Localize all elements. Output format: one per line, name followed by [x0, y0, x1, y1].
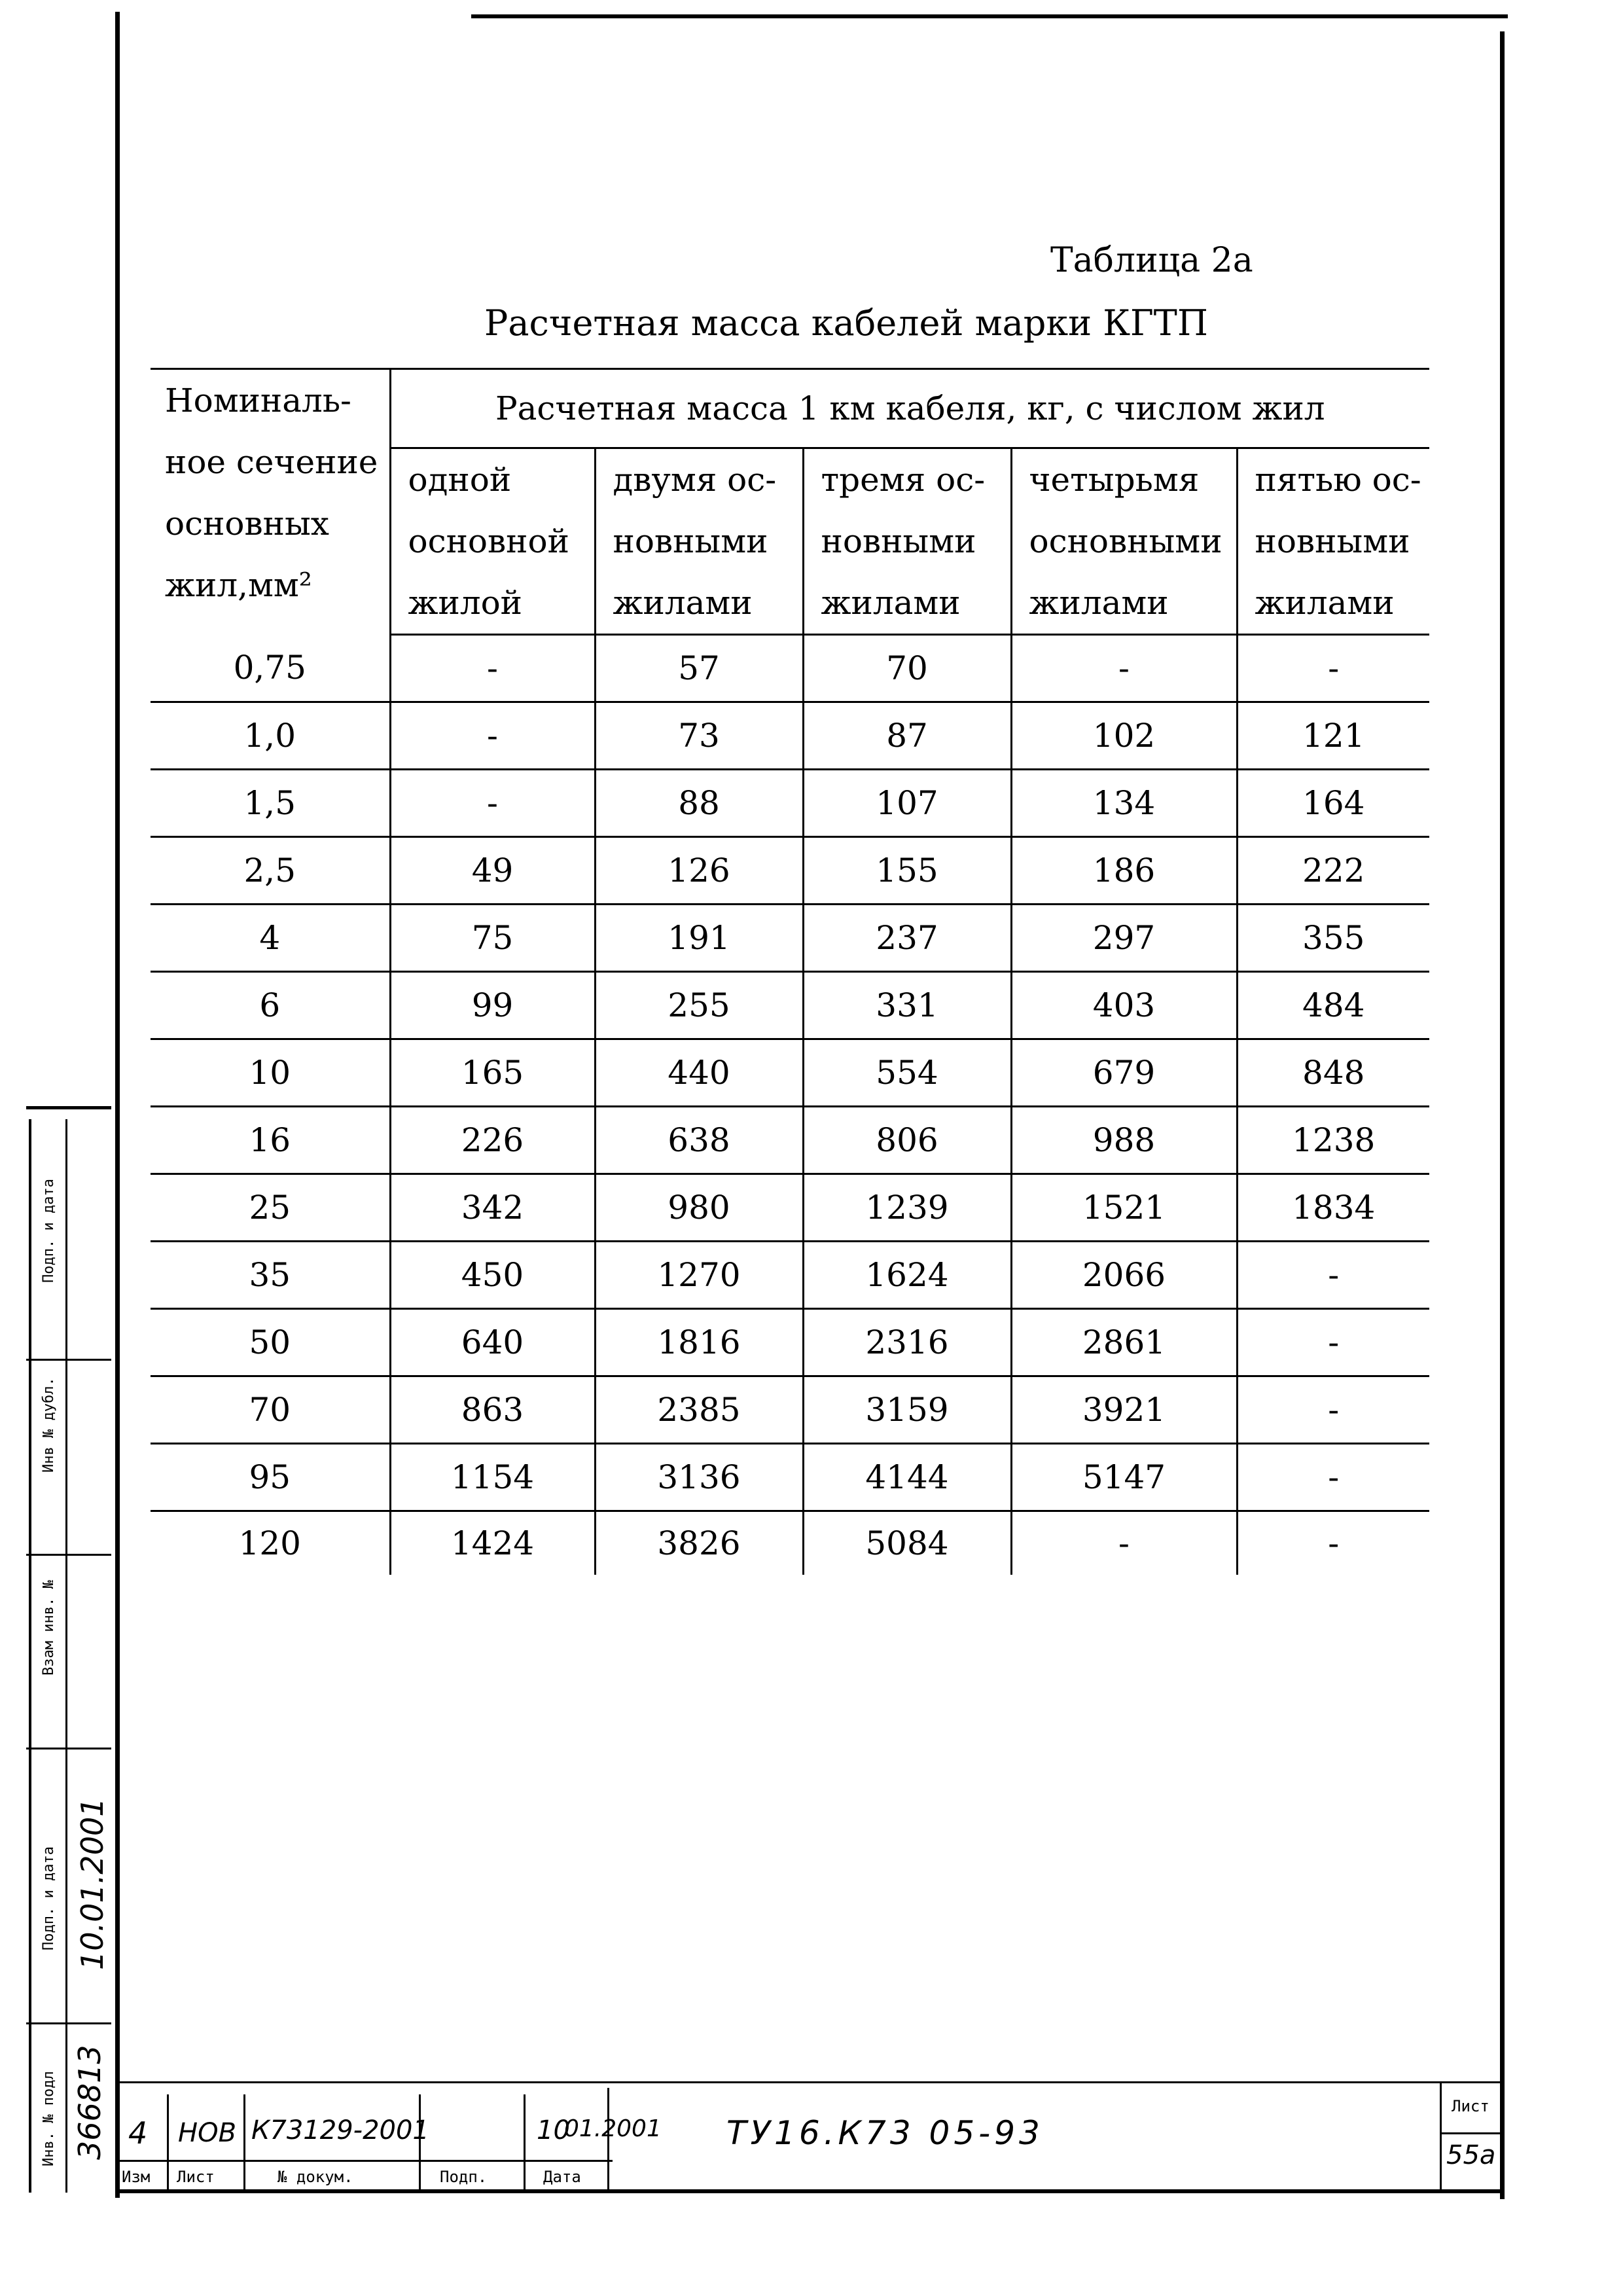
- side-stamp-divider-3: [26, 1748, 111, 1749]
- stamp-label-doc-number: № докум.: [277, 2168, 353, 2186]
- cell-mass-value: 806: [803, 1107, 1011, 1174]
- cell-cross-section: 120: [238, 1524, 301, 1562]
- cell-mass-value: 87: [803, 702, 1011, 770]
- cell-mass-value: 355: [1237, 905, 1429, 972]
- cell-mass-value: 102: [1011, 702, 1237, 770]
- cell-mass-value: 2066: [1011, 1242, 1237, 1309]
- cell-mass-value: 1238: [1237, 1107, 1429, 1174]
- cell-cross-section: 1,5: [151, 770, 390, 837]
- side-label-sign-date-2: Подп. и дата: [41, 1846, 57, 1950]
- stamp-top-line: [115, 2081, 1503, 2083]
- cell-mass-value: 186: [1011, 837, 1237, 905]
- side-stamp-divider-1: [26, 1359, 111, 1361]
- cell-mass-value: -: [1237, 1309, 1429, 1376]
- frame-bottom-border: [115, 2189, 1503, 2193]
- table-body: [151, 635, 1429, 1575]
- cell-mass-value: 988: [1011, 1107, 1237, 1174]
- stamp-col-sheet: [1440, 2081, 1442, 2191]
- cell-mass-value: 1624: [803, 1242, 1011, 1309]
- cell-mass-value: 70: [803, 635, 1011, 702]
- header-cross-section: Номиналь- ное сечение основных жил,мм²: [151, 369, 390, 635]
- cable-mass-table: [151, 368, 1429, 1575]
- cell-mass-value: 99: [390, 972, 595, 1039]
- cell-cross-section: 2,5: [151, 837, 390, 905]
- stamp-sheet-label: Лист: [1452, 2097, 1489, 2115]
- cell-mass-value: -: [1237, 635, 1429, 702]
- cell-mass-value: 2861: [1011, 1309, 1237, 1376]
- cell-mass-value: 3136: [595, 1444, 803, 1511]
- cell-mass-value: 222: [1237, 837, 1429, 905]
- stamp-col-1: [167, 2094, 169, 2191]
- cell-mass-value: -: [1011, 1511, 1237, 1575]
- side-stamp-line-1: [29, 1119, 31, 2193]
- cell-mass-value: 1521: [1011, 1174, 1237, 1242]
- cell-mass-value: 165: [390, 1039, 595, 1107]
- table-row: [151, 635, 1429, 702]
- cell-mass-value: 450: [390, 1242, 595, 1309]
- cell-mass-value: 863: [390, 1376, 595, 1444]
- cell-cross-section: 70: [151, 1376, 390, 1444]
- side-label-dup-inv: Инв № дубл.: [41, 1377, 57, 1473]
- side-label-orig-inv: Инв. № подл: [41, 2071, 57, 2166]
- side-label-sign-date-1: Подп. и дата: [41, 1179, 57, 1283]
- cell-mass-value: 237: [803, 905, 1011, 972]
- header-group-mass: Расчетная масса 1 км кабеля, кг, с числом жил: [390, 369, 1429, 448]
- cell-mass-value: 155: [803, 837, 1011, 905]
- header-four-cores: четырьмя основными жилами: [1011, 448, 1237, 635]
- cell-mass-value: 1834: [1237, 1174, 1429, 1242]
- cell-mass-value: 164: [1237, 770, 1429, 837]
- cell-mass-value: 3921: [1011, 1376, 1237, 1444]
- table-title: Расчетная масса кабелей марки КГТП: [484, 302, 1208, 344]
- cell-mass-value: 4144: [803, 1444, 1011, 1511]
- cell-mass-value: 1154: [390, 1444, 595, 1511]
- cell-mass-value: 640: [390, 1309, 595, 1376]
- cell-mass-value: 3826: [595, 1511, 803, 1575]
- table-row: [151, 905, 1429, 972]
- stamp-doc-number-value: К73129-2001: [251, 2115, 429, 2145]
- cell-mass-value: 342: [390, 1174, 595, 1242]
- table-row: [151, 1511, 1429, 1575]
- cell-mass-value: 403: [1011, 972, 1237, 1039]
- cell-mass-value: 440: [595, 1039, 803, 1107]
- table-row: [151, 1039, 1429, 1107]
- stamp-document-code: ТУ16.К73 05-93: [726, 2114, 1044, 2152]
- cell-mass-value: -: [390, 635, 595, 702]
- cell-cross-section: 0,75: [151, 635, 390, 702]
- cell-mass-value: 848: [1237, 1039, 1429, 1107]
- side-label-replace-inv: Взам инв. №: [41, 1580, 57, 1676]
- cell-cross-section: 16: [151, 1107, 390, 1174]
- stamp-sheet-number: 55а: [1446, 2140, 1496, 2170]
- stamp-label-change: Изм: [122, 2168, 151, 2186]
- stamp-change-value: 4: [128, 2115, 148, 2151]
- cell-mass-value: -: [1237, 1511, 1429, 1575]
- cell-mass-value: 49: [390, 837, 595, 905]
- stamp-col-2: [243, 2094, 245, 2191]
- table-row: [151, 1309, 1429, 1376]
- stamp-date-value: 01.2001: [564, 2115, 662, 2142]
- cell-mass-value: 226: [390, 1107, 595, 1174]
- table-row: [151, 1242, 1429, 1309]
- cell-cross-section: 1,0: [151, 702, 390, 770]
- cell-mass-value: -: [1237, 1376, 1429, 1444]
- frame-top-border: [471, 14, 1508, 18]
- cell-mass-value: 1424: [390, 1511, 595, 1575]
- cell-cross-section: 10: [151, 1039, 390, 1107]
- cell-mass-value: 126: [595, 837, 803, 905]
- cell-cross-section: 4: [151, 905, 390, 972]
- stamp-sheet-divider: [1440, 2132, 1503, 2134]
- table-row: [151, 770, 1429, 837]
- table-row: [151, 1107, 1429, 1174]
- side-stamp-divider-4: [26, 2022, 111, 2024]
- cell-mass-value: 3159: [803, 1376, 1011, 1444]
- stamp-sign-value: 10: [537, 2115, 570, 2145]
- cell-mass-value: 107: [803, 770, 1011, 837]
- cell-mass-value: -: [1237, 1242, 1429, 1309]
- stamp-sheet-type-value: НОВ: [178, 2118, 237, 2148]
- cell-mass-value: 255: [595, 972, 803, 1039]
- table-row: [151, 1174, 1429, 1242]
- cell-mass-value: -: [390, 770, 595, 837]
- cell-mass-value: 191: [595, 905, 803, 972]
- cell-mass-value: 121: [1237, 702, 1429, 770]
- header-three-cores: тремя ос- новными жилами: [803, 448, 1011, 635]
- stamp-mid-line: [115, 2160, 613, 2162]
- cell-mass-value: 297: [1011, 905, 1237, 972]
- cell-mass-value: -: [1011, 635, 1237, 702]
- cell-mass-value: 75: [390, 905, 595, 972]
- side-stamp-divider-2: [26, 1554, 111, 1556]
- header-two-cores: двумя ос- новными жилами: [595, 448, 803, 635]
- cell-mass-value: 638: [595, 1107, 803, 1174]
- cell-mass-value: 1816: [595, 1309, 803, 1376]
- cell-mass-value: 57: [595, 635, 803, 702]
- cell-mass-value: 73: [595, 702, 803, 770]
- cell-mass-value: 980: [595, 1174, 803, 1242]
- cell-mass-value: 134: [1011, 770, 1237, 837]
- cell-mass-value: 331: [803, 972, 1011, 1039]
- cell-cross-section: 35: [151, 1242, 390, 1309]
- stamp-col-4: [524, 2094, 526, 2191]
- cell-mass-value: 679: [1011, 1039, 1237, 1107]
- frame-left-border: [115, 12, 120, 2198]
- table-row: [151, 837, 1429, 905]
- cell-mass-value: 1239: [803, 1174, 1011, 1242]
- stamp-label-sheet: Лист: [177, 2168, 215, 2186]
- cell-mass-value: 2316: [803, 1309, 1011, 1376]
- header-five-cores: пятью ос- новными жилами: [1237, 448, 1429, 635]
- table-caption: Таблица 2а: [1050, 241, 1253, 280]
- table-row: [151, 1376, 1429, 1444]
- cell-cross-section: 50: [151, 1309, 390, 1376]
- stamp-label-date: Дата: [543, 2168, 581, 2186]
- cell-cross-section: 25: [151, 1174, 390, 1242]
- side-handwritten-inv: 366813: [72, 2045, 107, 2160]
- table-row: [151, 1444, 1429, 1511]
- cell-mass-value: 2385: [595, 1376, 803, 1444]
- cell-mass-value: -: [390, 702, 595, 770]
- cell-cross-section: 95: [151, 1444, 390, 1511]
- stamp-label-sign: Подп.: [440, 2168, 488, 2186]
- cell-mass-value: 484: [1237, 972, 1429, 1039]
- cell-mass-value: 88: [595, 770, 803, 837]
- cell-mass-value: 554: [803, 1039, 1011, 1107]
- header-one-core: одной основной жилой: [390, 448, 595, 635]
- side-handwritten-date: 10.01.2001: [75, 1797, 110, 1970]
- table-row: [151, 702, 1429, 770]
- cell-cross-section: 6: [151, 972, 390, 1039]
- side-stamp-line-2: [65, 1119, 67, 2193]
- cell-mass-value: -: [1237, 1444, 1429, 1511]
- side-stamp: [26, 1106, 111, 2195]
- frame-right-border: [1500, 31, 1505, 2199]
- table-row: [151, 972, 1429, 1039]
- cell-mass-value: 5147: [1011, 1444, 1237, 1511]
- cell-mass-value: 1270: [595, 1242, 803, 1309]
- cell-mass-value: 5084: [803, 1511, 1011, 1575]
